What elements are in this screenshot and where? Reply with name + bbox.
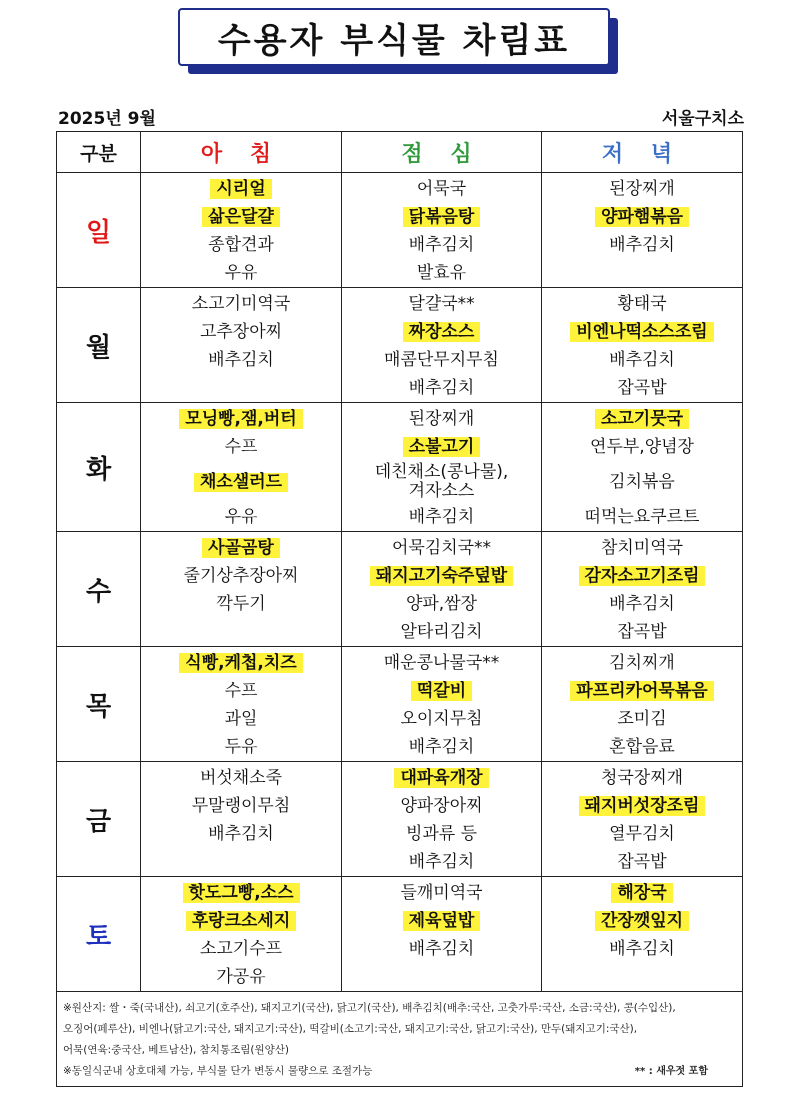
menu-item [342,346,541,374]
menu-item [141,590,341,618]
dinner-cell [542,877,743,992]
highlighted-dish: 소고기뭇국 [595,409,689,429]
menu-item [141,346,341,374]
menu-item [141,963,341,991]
dinner-cell [542,403,743,532]
breakfast-cell [141,173,342,288]
menu-item [542,764,742,792]
lunch-cell [342,877,542,992]
menu-item [542,346,742,374]
menu-item [342,175,541,203]
header-dinner: 저 녁 [542,132,743,173]
highlighted-dish: 대파육개장 [394,768,488,788]
breakfast-cell [141,877,342,992]
menu-item [141,318,341,346]
day-row [57,647,743,762]
dish-text: 수프 [224,681,258,701]
dish-text: 어묵국 [416,179,467,199]
highlighted-dish: 사골곰탕 [202,538,280,558]
highlighted-dish: 삶은달걀 [202,207,280,227]
day-label: 목 [57,647,141,762]
day-row [57,762,743,877]
menu-item [141,677,341,705]
dish-text: 배추김치 [408,378,475,398]
menu-item [342,677,541,705]
menu-item [342,405,541,433]
header-lunch: 점 심 [342,132,542,173]
menu-item [141,705,341,733]
menu-item [141,764,341,792]
menu-item [141,907,341,935]
dish-text: 고추장아찌 [199,322,283,342]
menu-item [542,374,742,402]
menu-item [342,590,541,618]
shrimp-legend: ** : 새우젓 포함 [634,1066,708,1077]
menu-item [342,733,541,761]
dish-text: 빙과류 등 [405,824,478,844]
menu-item [542,203,742,231]
menu-item [342,231,541,259]
highlighted-dish: 돼지고기숙주덮밥 [370,566,513,586]
highlighted-dish: 닭볶음탕 [403,207,481,227]
dish-text: 버섯채소죽 [199,768,283,788]
dish-text: 무말랭이무침 [191,796,291,816]
menu-item [141,290,341,318]
dish-text: 깍두기 [216,594,266,614]
day-row [57,403,743,532]
dish-text: 가공유 [216,967,266,987]
menu-item [542,820,742,848]
menu-item [141,203,341,231]
highlighted-dish: 제육덮밥 [403,911,481,931]
header-day: 구분 [57,132,141,173]
menu-item [542,534,742,562]
dish-text: 잡곡밥 [617,622,667,642]
dish-text: 배추김치 [408,852,475,872]
menu-item [342,290,541,318]
notes [57,992,743,1087]
highlighted-dish: 파프리카어묵볶음 [570,681,713,701]
menu-item [141,562,341,590]
lunch-cell [342,762,542,877]
dinner-cell [542,288,743,403]
dish-text: 오이지무침 [400,709,483,729]
menu-table [56,131,743,1087]
menu-item [342,705,541,733]
menu-item [342,764,541,792]
dish-text: 배추김치 [609,350,675,370]
dish-text: 된장찌개 [408,409,475,429]
menu-item [542,705,742,733]
highlighted-dish: 채소샐러드 [194,473,288,492]
lunch-cell [342,532,542,647]
menu-item [141,820,341,848]
menu-item [542,231,742,259]
dinner-cell [542,647,743,762]
menu-item [542,461,742,503]
dish-text: 배추김치 [609,594,675,614]
highlighted-dish: 소불고기 [403,437,481,457]
dish-text: 김치볶음 [609,471,675,492]
dinner-cell [542,173,743,288]
dish-text: 열무김치 [609,824,675,844]
dish-text: 된장찌개 [609,179,675,199]
menu-item [141,175,341,203]
menu-item [342,503,541,531]
menu-item [342,907,541,935]
dish-text: 어묵김치국** [391,538,492,558]
lunch-cell [342,173,542,288]
day-label: 화 [57,403,141,532]
origin-line: 어묵(연육:중국산, 베트남산), 참치통조림(원양산) [63,1044,289,1056]
menu-item [542,677,742,705]
menu-item [141,649,341,677]
dish-text: 참치미역국 [600,538,684,558]
menu-item [342,935,541,963]
page-title: 수용자 부식물 차림표 [178,8,610,66]
dish-text: 우유 [224,263,258,283]
dish-text: 수프 [224,437,258,457]
dish-text: 달걀국** [408,294,475,314]
dish-text: 잡곡밥 [617,852,667,872]
menu-item [542,590,742,618]
menu-item [342,259,541,287]
menu-item [542,879,742,907]
dish-text: 혼합음료 [609,737,675,757]
highlighted-dish: 떡갈비 [411,681,472,701]
dish-text: 매콤단무지무침 [384,350,499,370]
menu-item [542,433,742,461]
dinner-cell [542,532,743,647]
dish-text: 떠먹는요쿠르트 [584,507,700,527]
menu-item [141,534,341,562]
dish-text: 소고기수프 [199,939,283,959]
menu-item [342,562,541,590]
dish-text: 배추김치 [408,507,475,527]
dish-text: 황태국 [617,294,667,314]
menu-item [342,534,541,562]
menu-item [542,649,742,677]
menu-item [342,374,541,402]
highlighted-dish: 후랑크소세지 [186,911,297,931]
breakfast-cell [141,532,342,647]
dish-text: 양파,쌈장 [405,594,478,614]
day-label: 월 [57,288,141,403]
dish-text: 배추김치 [208,350,274,370]
header-breakfast: 아 침 [141,132,342,173]
menu-item [342,879,541,907]
day-row [57,173,743,288]
menu-item [342,848,541,876]
highlighted-dish: 핫도그빵,소스 [183,883,300,903]
lunch-cell [342,288,542,403]
menu-item [342,792,541,820]
menu-item [542,290,742,318]
dish-text: 두유 [224,737,258,757]
notes-row [57,992,743,1087]
menu-item [342,203,541,231]
highlighted-dish: 모닝빵,잼,버터 [179,409,302,429]
dinner-cell [542,762,743,877]
highlighted-dish: 해장국 [611,883,672,903]
lunch-cell [342,403,542,532]
day-label: 수 [57,532,141,647]
menu-item [342,461,541,503]
highlighted-dish: 비엔나떡소스조림 [570,322,713,342]
menu-item [141,231,341,259]
highlighted-dish: 식빵,케첩,치즈 [179,653,302,673]
origin-line: 오징어(페루산), 비엔나(닭고기:국산, 돼지고기:국산), 떡갈비(소고기:국산, 돼지고기:국산, 닭고기:국산), 만두(돼지고기:국산), [63,1023,638,1035]
menu-item [141,879,341,907]
header-row [57,132,743,173]
dish-text: 잡곡밥 [617,378,667,398]
dish-text: 데친채소(콩나물), [374,462,509,482]
highlighted-dish: 양파햄볶음 [595,207,689,227]
menu-item [542,848,742,876]
menu-item [542,318,742,346]
dish-text: 배추김치 [408,939,475,959]
highlighted-dish: 짜장소스 [403,322,481,342]
menu-item [542,792,742,820]
highlighted-dish: 시리얼 [210,179,271,199]
substitution-note: ※동일식군내 상호대체 가능, 부식물 단가 변동시 물량으로 조절가능 [63,1065,373,1077]
dish-text: 배추김치 [408,737,475,757]
menu-item [542,175,742,203]
menu-item [542,503,742,531]
dish-text: 들깨미역국 [400,883,483,903]
dish-text-line2: 겨자소스 [408,481,475,501]
dish-text: 줄기상추장아찌 [183,566,299,586]
highlighted-dish: 감자소고기조림 [579,566,706,586]
dish-text: 매운콩나물국** [383,653,500,673]
menu-item [141,503,341,531]
menu-item [542,618,742,646]
lunch-cell [342,647,542,762]
menu-item [141,405,341,433]
menu-item [542,907,742,935]
breakfast-cell [141,647,342,762]
origin-line: ※원산지: 쌀・죽(국내산), 쇠고기(호주산), 돼지고기(국산), 닭고기(국산), 배추김치(배추:국산, 고춧가루:국산, 소금:국산), 콩(수입산), [63,1002,676,1014]
dish-text: 청국장찌개 [600,768,684,788]
dish-text: 발효유 [416,263,467,283]
menu-item [141,259,341,287]
menu-item [342,433,541,461]
dish-text: 종합견과 [208,235,274,255]
dish-text: 과일 [224,709,258,729]
menu-item [141,433,341,461]
dish-text: 알타리김치 [400,622,483,642]
dish-text: 배추김치 [408,235,475,255]
menu-item [542,935,742,963]
institution-label: 서울구치소 [661,109,744,129]
dish-text: 배추김치 [609,939,675,959]
dish-text: 배추김치 [208,824,274,844]
menu-item [342,820,541,848]
day-label: 토 [57,877,141,992]
menu-item [342,649,541,677]
day-label: 금 [57,762,141,877]
dish-text: 연두부,양념장 [590,437,694,457]
dish-text: 조미김 [617,709,667,729]
menu-item [542,405,742,433]
menu-item [342,618,541,646]
dish-text: 소고기미역국 [191,294,291,314]
menu-item [141,935,341,963]
breakfast-cell [141,762,342,877]
menu-item [342,318,541,346]
breakfast-cell [141,288,342,403]
day-row [57,877,743,992]
menu-item [141,792,341,820]
highlighted-dish: 돼지버섯장조림 [579,796,706,816]
highlighted-dish: 간장깻잎지 [595,911,689,931]
dish-text: 양파장아찌 [400,796,483,816]
breakfast-cell [141,403,342,532]
day-row [57,532,743,647]
period-label: 2025년 9월 [58,109,156,129]
title-banner [178,8,618,74]
menu-item [542,562,742,590]
day-row [57,288,743,403]
menu-item [141,461,341,503]
menu-item [141,733,341,761]
dish-text: 김치찌개 [609,653,675,673]
dish-text: 배추김치 [609,235,675,255]
day-label: 일 [57,173,141,288]
menu-item [542,733,742,761]
dish-text: 우유 [224,507,258,527]
